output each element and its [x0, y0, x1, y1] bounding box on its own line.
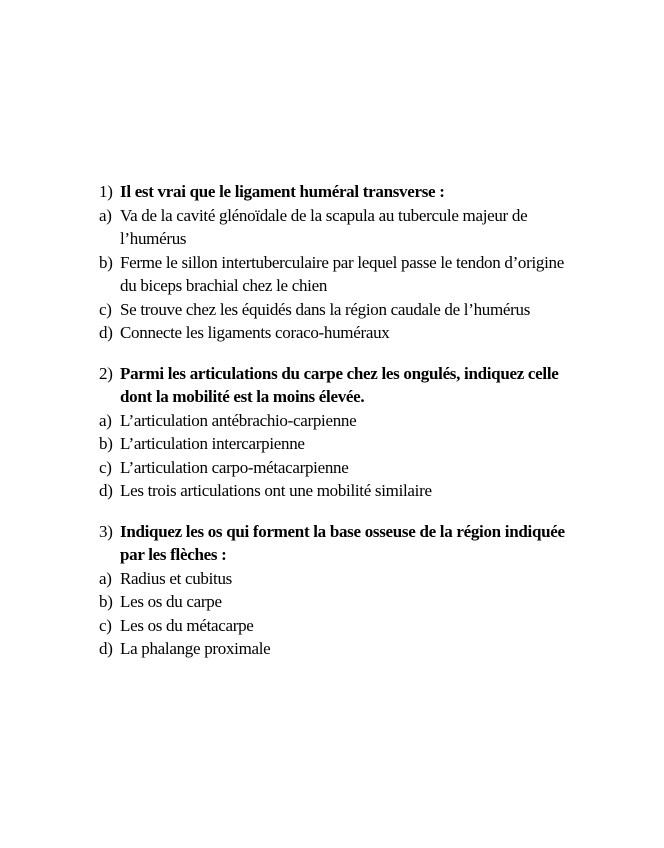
- option-text: L’articulation carpo-métacarpienne: [120, 457, 349, 477]
- answer-option-d: [99, 479, 569, 503]
- option-letter: d): [99, 481, 113, 500]
- option-letter: b): [99, 434, 113, 453]
- answer-option-d: [99, 321, 569, 345]
- answer-option-d: [99, 637, 569, 661]
- question-text: Parmi les articulations du carpe chez les ongulés, indiquez celle dont la mobilité est la moins élevée.: [120, 363, 559, 406]
- answer-option-a: [99, 204, 569, 251]
- option-text: La phalange proximale: [120, 639, 271, 658]
- answer-option-a: [99, 409, 569, 433]
- question-header: [99, 362, 569, 409]
- question-header: [99, 520, 569, 567]
- question-1: [99, 180, 569, 345]
- question-text: Il est vrai que le ligament huméral transverse :: [120, 182, 445, 201]
- answer-option-a: [99, 567, 569, 591]
- option-text: Ferme le sillon intertuberculaire par lequel passe le tendon d’origine du biceps brachial chez le chien: [120, 252, 564, 295]
- answer-option-b: [99, 251, 569, 298]
- option-letter: a): [99, 205, 112, 225]
- option-text: L’articulation antébrachio-carpienne: [120, 410, 357, 430]
- question-2: [99, 362, 569, 503]
- question-number: 3): [99, 521, 113, 541]
- question-3: [99, 520, 569, 661]
- option-letter: d): [99, 323, 113, 342]
- option-letter: b): [99, 252, 113, 272]
- option-text: Les trois articulations ont une mobilité similaire: [120, 481, 432, 500]
- answer-option-c: [99, 614, 569, 638]
- option-letter: c): [99, 457, 112, 477]
- option-letter: c): [99, 299, 112, 319]
- option-text: Va de la cavité glénoïdale de la scapula au tubercule majeur de l’humérus: [120, 205, 528, 248]
- option-letter: a): [99, 410, 112, 430]
- question-text: Indiquez les os qui forment la base osseuse de la région indiquée par les flèches :: [120, 521, 565, 564]
- option-letter: d): [99, 639, 113, 658]
- question-number: 1): [99, 182, 113, 201]
- question-header: [99, 180, 569, 204]
- option-text: Se trouve chez les équidés dans la région caudale de l’humérus: [120, 299, 531, 319]
- option-text: L’articulation intercarpienne: [120, 434, 305, 453]
- answer-option-c: [99, 298, 569, 322]
- answer-option-b: [99, 432, 569, 456]
- option-text: Radius et cubitus: [120, 568, 232, 588]
- answer-option-c: [99, 456, 569, 480]
- option-text: Les os du carpe: [120, 592, 222, 611]
- option-text: Connecte les ligaments coraco-huméraux: [120, 323, 390, 342]
- option-letter: a): [99, 568, 112, 588]
- option-text: Les os du métacarpe: [120, 615, 254, 635]
- option-letter: b): [99, 592, 113, 611]
- question-number: 2): [99, 363, 113, 383]
- quiz-document: [99, 180, 569, 678]
- answer-option-b: [99, 590, 569, 614]
- option-letter: c): [99, 615, 112, 635]
